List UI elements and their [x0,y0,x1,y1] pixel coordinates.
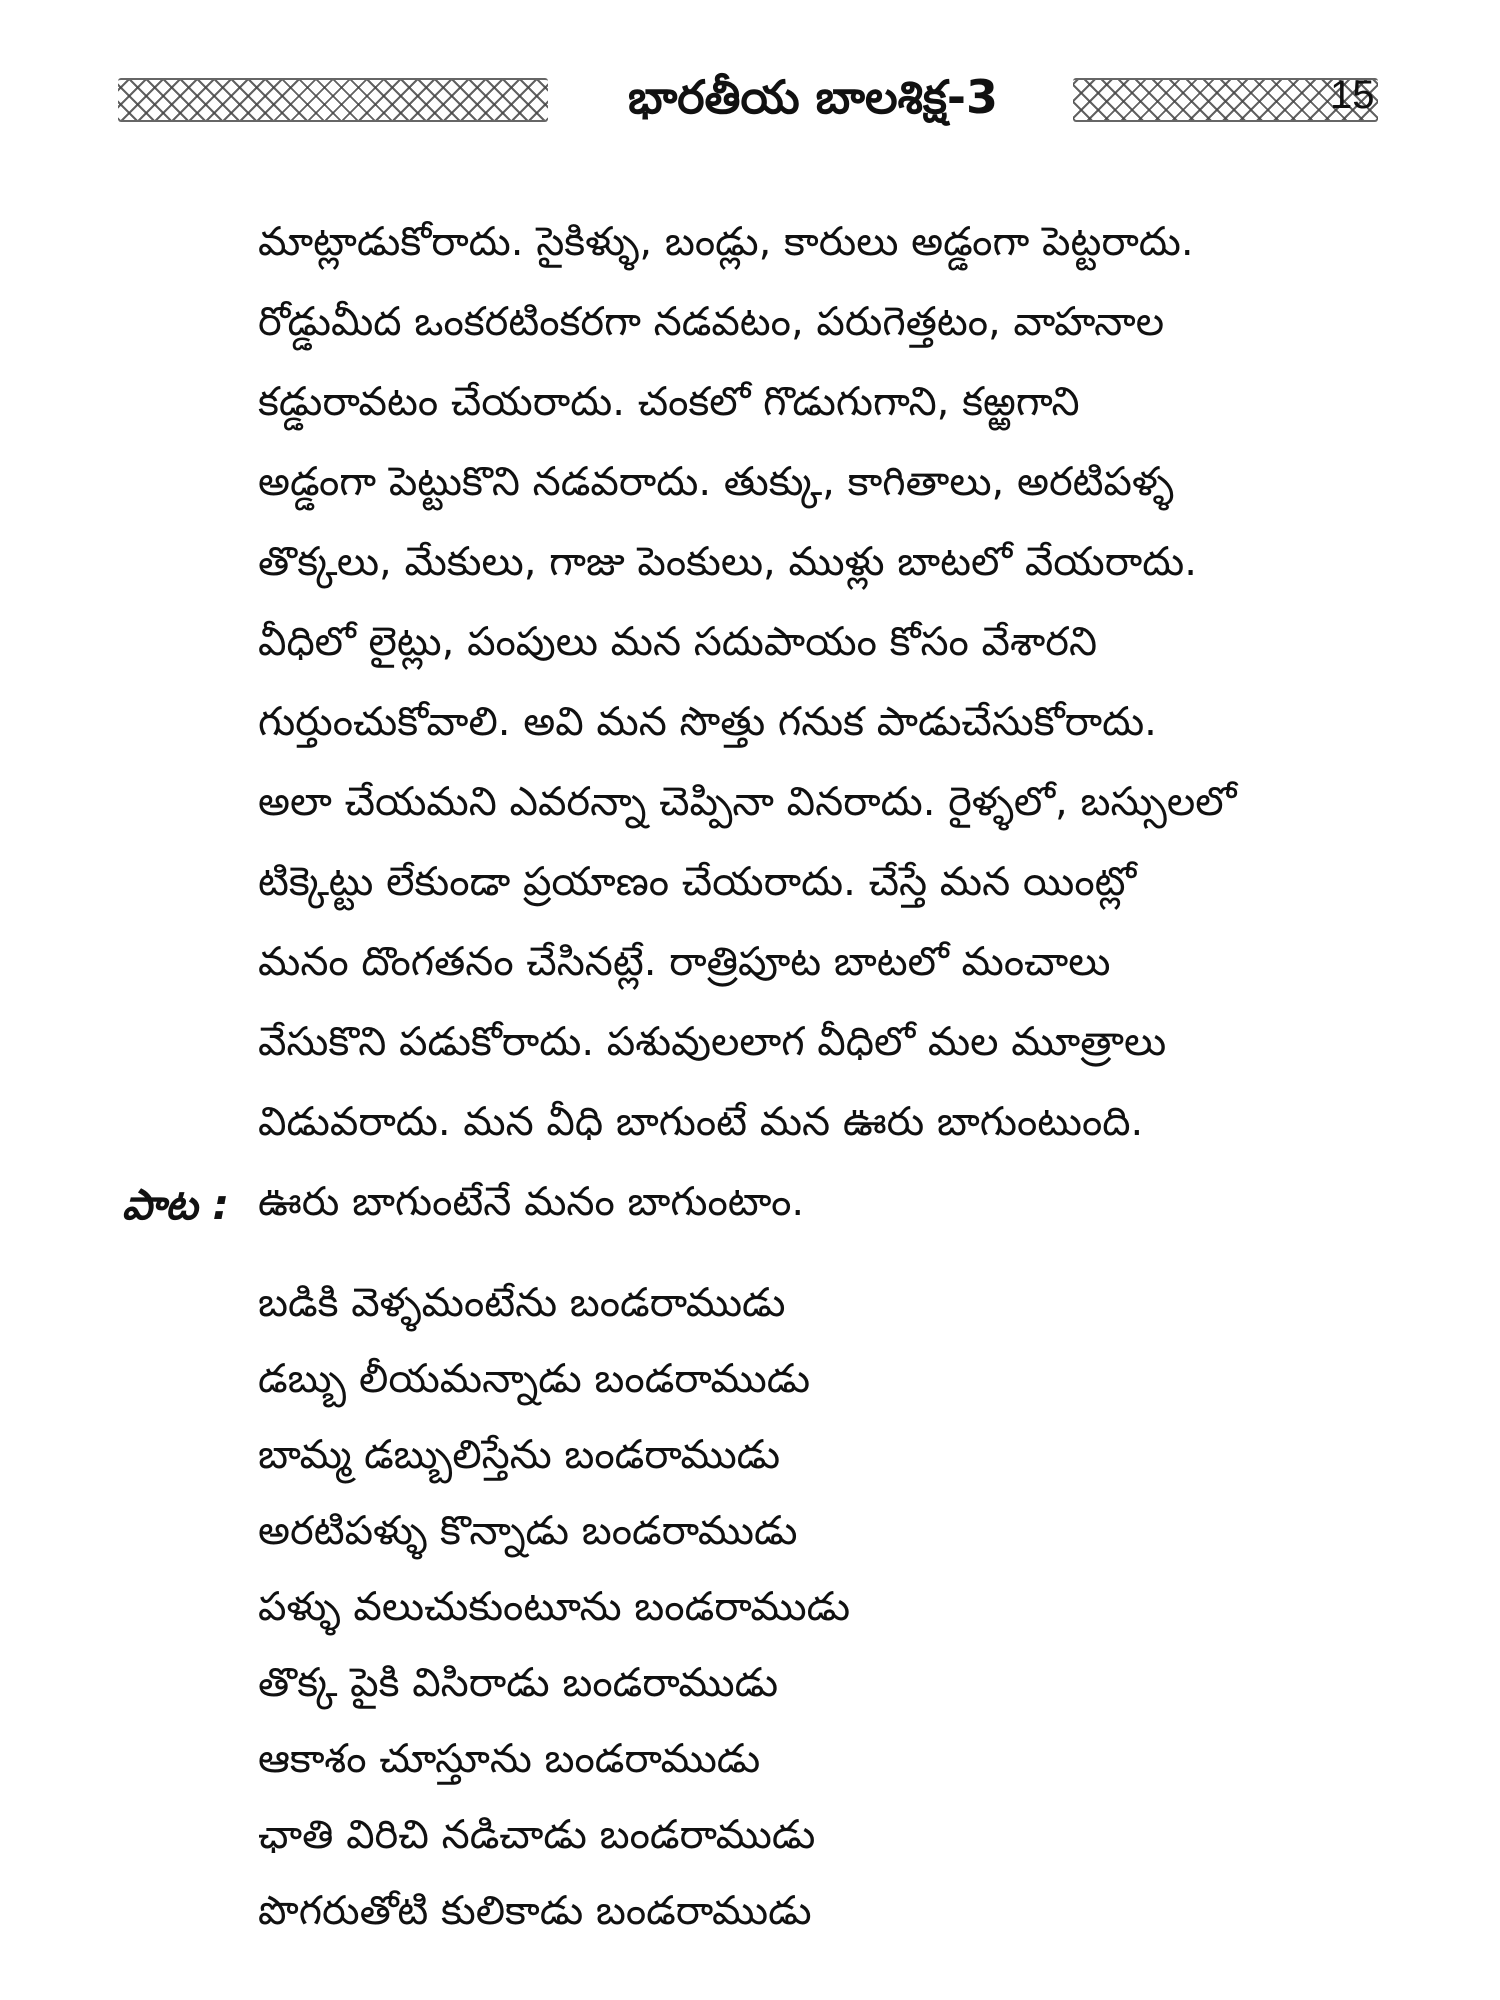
paragraph-line: టిక్కెట్టు లేకుండా ప్రయాణం చేయరాదు. చేస్తే మన యింట్లో [258,859,1137,905]
paragraph-line: వీధిలో లైట్లు, పంపులు మన సదుపాయం కోసం వేశారని [258,619,1098,665]
left-ornament-border [118,78,548,122]
song-line: డబ్బు లీయమన్నాడు బండరాముడు [258,1356,811,1402]
song-heading: పాట : [122,1180,230,1229]
paragraph-line: మాట్లాడుకోరాదు. సైకిళ్ళు, బండ్లు, కారులు అడ్డంగా పెట్టరాదు. [258,219,1194,265]
paragraph-line: మనం దొంగతనం చేసినట్లే. రాత్రిపూట బాటలో మంచాలు [258,939,1111,985]
paragraph-line: ఊరు బాగుంటేనే మనం బాగుంటాం. [258,1179,805,1225]
book-title: భారతీయ బాలశిక్ష-3 [627,70,999,124]
main-paragraph [258,202,1393,1242]
paragraph-line: అడ్డంగా పెట్టుకొని నడవరాదు. తుక్కు, కాగితాలు, అరటిపళ్ళ [258,459,1174,505]
song-line: తొక్క పైకి విసిరాడు బండరాముడు [258,1660,779,1706]
paragraph-line: రోడ్డుమీద ఒంకరటింకరగా నడవటం, పరుగెత్తటం, వాహనాల [258,299,1165,345]
song-line: అరటిపళ్ళు కొన్నాడు బండరాముడు [258,1508,798,1554]
song-verses [258,1265,850,1949]
song-line: బామ్మ డబ్బులిస్తేను బండరాముడు [258,1432,781,1478]
song-line: ఛాతి విరిచి నడిచాడు బండరాముడు [258,1812,816,1858]
song-line: బడికి వెళ్ళమంటేను బండరాముడు [258,1280,786,1326]
song-line: ఆకాశం చూస్తూను బండరాముడు [258,1736,761,1782]
page-number: 15 [1330,73,1375,117]
paragraph-line: తొక్కలు, మేకులు, గాజు పెంకులు, ముళ్లు బాటలో వేయరాదు. [258,539,1197,585]
paragraph-line: అలా చేయమని ఎవరన్నా చెప్పినా వినరాదు. రైళ్ళలో, బస్సులలో [258,779,1237,825]
paragraph-line: వేసుకొని పడుకోరాదు. పశువులలాగ వీధిలో మల మూత్రాలు [258,1019,1167,1065]
paragraph-line: విడువరాదు. మన వీధి బాగుంటే మన ఊరు బాగుంటుంది. [258,1099,1144,1145]
song-line: పొగరుతోటి కులికాడు బండరాముడు [258,1888,812,1934]
paragraph-line: గుర్తుంచుకోవాలి. అవి మన సొత్తు గనుక పాడుచేసుకోరాదు. [258,699,1157,745]
song-line: పళ్ళు వలుచుకుంటూను బండరాముడు [258,1584,851,1630]
paragraph-line: కడ్డురావటం చేయరాదు. చంకలో గొడుగుగాని, కఱ్ఱగాని [258,379,1080,425]
page-header [118,62,1388,134]
